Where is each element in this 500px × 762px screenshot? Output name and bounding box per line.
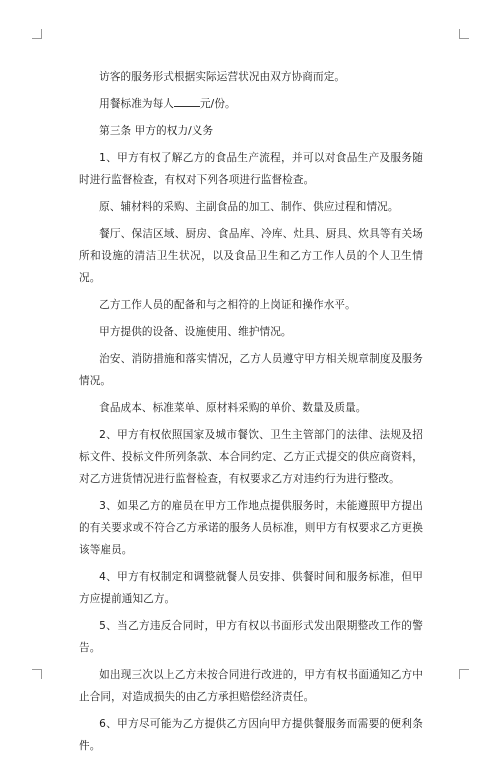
document-body [79,66,423,762]
price-blank-field [174,94,200,107]
crop-mark-bottom-left [32,669,42,679]
paragraph: 1、甲方有权了解乙方的食品生产流程，并可以对食品生产及服务随时进行监督检查，有权对下列各项进行监督检查。 [79,152,423,186]
paragraph: 治安、消防措施和落实情况，乙方人员遵守甲方相关规章制度及服务情况。 [79,353,423,387]
paragraph: 访客的服务形式根据实际运营状况由双方协商而定。 [99,71,346,83]
section-heading: 第三条 甲方的权力/义务 [99,125,214,137]
paragraph: 食品成本、标准菜单、原材料采购的单价、数量及质量。 [99,402,367,414]
crop-mark-top-left [32,29,42,39]
paragraph: 2、甲方有权依照国家及城市餐饮、卫生主管部门的法律、法规及招标文件、投标文件所列条款、本合同约定、乙方正式提交的供应商资料，对乙方进货情况进行监督检查，有权要求乙方对违约行为进行整改。 [79,429,423,485]
meal-standard-paragraph [79,93,423,115]
paragraph: 原、辅材料的采购、主副食品的加工、制作、供应过程和情况。 [99,201,399,213]
paragraph: 甲方提供的设备、设施使用、维护情况。 [99,326,292,338]
paragraph: 如出现三次以上乙方未按合同进行改进的，甲方有权书面通知乙方中止合同，对造成损失的由乙方承担赔偿经济责任。 [79,669,423,703]
crop-mark-top-right [459,29,469,39]
paragraph: 6、甲方尽可能为乙方提供乙方因向甲方提供餐服务而需要的便利条件。 [79,718,423,752]
paragraph: 5、当乙方违反合同时，甲方有权以书面形式发出限期整改工作的警告。 [79,620,423,654]
meal-standard-prefix: 用餐标准为每人 [99,98,174,110]
paragraph: 3、如果乙方的雇员在甲方工作地点提供服务时，未能遵照甲方提出的有关要求或不符合乙方承诺的服务人员标准，则甲方有权要求乙方更换该等雇员。 [79,500,423,556]
paragraph: 餐厅、保洁区域、厨房、食品库、冷库、灶具、厨具、炊具等有关场所和设施的清洁卫生状况，以及食品卫生和乙方工作人员的个人卫生情况。 [79,228,423,284]
paragraph: 乙方工作人员的配备和与之相符的上岗证和操作水平。 [99,299,356,311]
meal-standard-suffix: 元/份。 [199,98,236,110]
paragraph: 4、甲方有权制定和调整就餐人员安排、供餐时间和服务标准，但甲方应提前通知乙方。 [79,571,423,605]
crop-mark-bottom-right [459,669,469,679]
